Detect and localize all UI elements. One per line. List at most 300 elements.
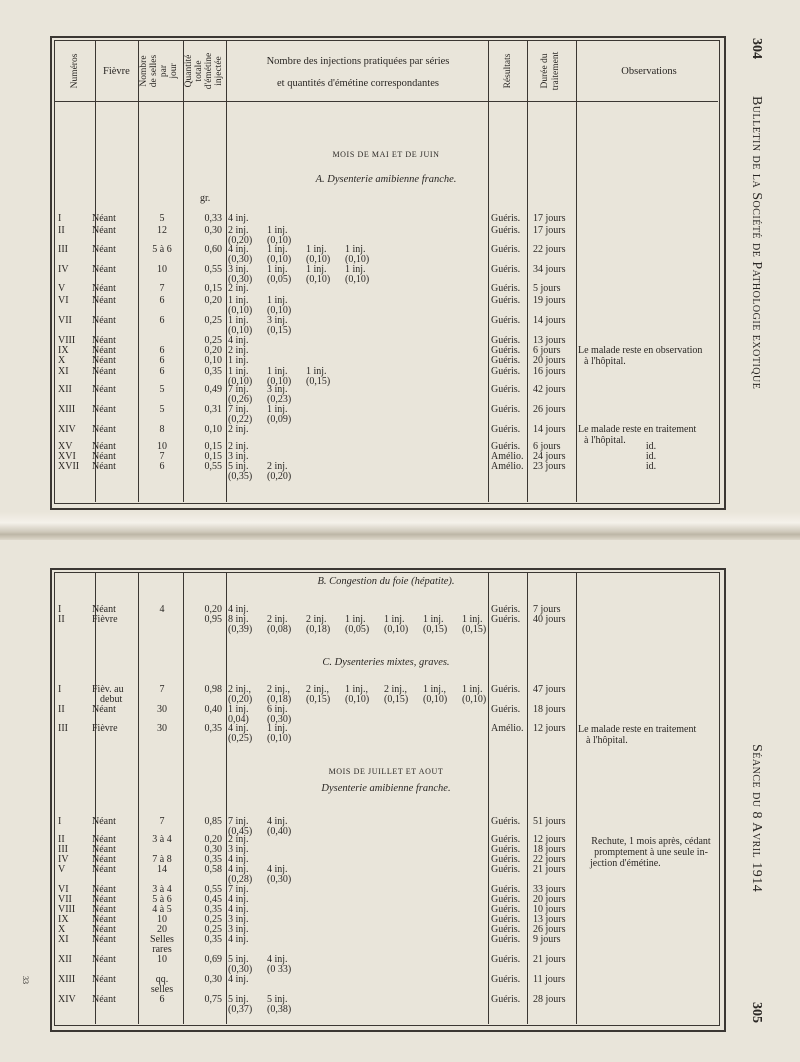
row-injection: 3 inj. [228, 264, 249, 275]
row-injection: 1 inj. [462, 684, 483, 695]
row-injection: 1 inj. [267, 404, 288, 415]
row-resultat: Guéris. [491, 335, 521, 346]
row-number: II [58, 704, 65, 715]
row-selles: 7 à 8 [152, 854, 172, 865]
section-a-heading: A. Dysenterie amibienne franche. [315, 174, 457, 185]
row-number: VIII [58, 904, 76, 915]
row-injection: 3 inj. [228, 451, 249, 462]
row-injection-dose: (0,15) [462, 624, 487, 635]
row-quantite: 0,30 [204, 225, 222, 236]
observation-c [578, 724, 724, 746]
row-injection-dose: (0,10) [267, 733, 292, 744]
row-injection: 7 inj. [228, 404, 249, 415]
observation-top-line: Le malade reste en traitement [578, 424, 697, 435]
row-selles: Selles [150, 934, 174, 945]
row-injection: 1 inj. [228, 315, 249, 326]
row-resultat: Guéris. [491, 315, 521, 326]
column-rule [576, 40, 577, 502]
row-injection-dose: (0,18) [267, 694, 292, 705]
row-injection-dose: (0,10) [345, 274, 370, 285]
row-injection-dose: (0,37) [228, 1004, 253, 1015]
row-quantite: 0,10 [204, 424, 222, 435]
row-injection: 4 inj. [228, 244, 249, 255]
row-selles: qq. [155, 974, 169, 985]
row-injection-dose: (0,10) [267, 305, 292, 316]
row-selles: 7 [159, 816, 165, 827]
row-number: XI [58, 934, 69, 945]
row-number: II [58, 225, 65, 236]
observation-d [578, 836, 724, 869]
row-injection: 2 inj., [228, 684, 252, 695]
top-page [0, 0, 800, 520]
row-injection: 1 inj. [267, 264, 288, 275]
row-injection-dose: (0,10) [462, 694, 487, 705]
row-quantite: 0,15 [204, 441, 222, 452]
observation-top [578, 461, 724, 472]
row-fievre: Néant [92, 244, 116, 255]
row-injection: 5 inj. [228, 954, 249, 965]
row-injection-dose: (0,10) [423, 694, 448, 705]
row-injection-dose: (0,10) [345, 694, 370, 705]
row-quantite: 0,20 [204, 604, 222, 615]
row-quantite: 0,10 [204, 355, 222, 366]
row-number: V [58, 864, 66, 875]
row-number: XVII [58, 461, 80, 472]
header-injections-line: et quantités d'émétine correspondantes [277, 78, 439, 89]
row-selles: 10 [157, 441, 167, 452]
row-quantite: 0,25 [204, 924, 222, 935]
row-fievre: Néant [92, 894, 116, 905]
row-resultat: Guéris. [491, 914, 521, 925]
row-duree: 19 jours [533, 295, 566, 306]
row-number: XII [58, 384, 72, 395]
row-selles: 8 [159, 424, 165, 435]
row-number: XIII [58, 404, 76, 415]
row-injection-dose: (0,23) [267, 394, 292, 405]
row-fievre: Néant [92, 461, 116, 472]
row-resultat: Amélio. [491, 461, 524, 472]
row-injection: 2 inj. [228, 834, 249, 845]
row-injection: 1 inj. [345, 244, 366, 255]
observation-top-line: id. [645, 451, 657, 462]
row-quantite: 0,58 [204, 864, 222, 875]
row-number: XV [58, 441, 73, 452]
row-duree: 40 jours [533, 614, 566, 625]
row-resultat: Guéris. [491, 704, 521, 715]
row-fievre: Fièv. au [92, 684, 124, 695]
row-fievre: Néant [92, 924, 116, 935]
row-injection-dose: (0,05) [345, 624, 370, 635]
section-b-heading: B. Congestion du foie (hépatite). [317, 576, 455, 587]
row-resultat: Guéris. [491, 884, 521, 895]
column-rule [138, 572, 139, 1024]
row-injection-dose: (0,20) [267, 471, 292, 482]
row-injection-dose: (0,10) [345, 254, 370, 265]
row-selles: 6 [159, 315, 165, 326]
row-selles: 4 [159, 604, 165, 615]
page-number-top: 304 [749, 38, 764, 59]
header-duree-line: Durée du [540, 53, 550, 89]
row-injection-dose: (0,30) [228, 274, 253, 285]
row-resultat: Guéris. [491, 816, 521, 827]
row-injection: 1 inj. [228, 366, 249, 377]
row-fievre-line2: debut [100, 694, 123, 705]
row-number: XVI [58, 451, 76, 462]
row-number: I [58, 213, 62, 224]
row-number: VII [58, 894, 72, 905]
row-number: IV [58, 854, 69, 865]
row-duree: 18 jours [533, 844, 566, 855]
row-quantite: 0,75 [204, 994, 222, 1005]
row-fievre: Néant [92, 914, 116, 925]
row-fievre: Néant [92, 404, 116, 415]
column-rule [576, 572, 577, 1024]
row-resultat: Guéris. [491, 614, 521, 625]
row-injection: 4 inj. [228, 854, 249, 865]
row-duree: 23 jours [533, 461, 566, 472]
row-injection: 1 inj. [384, 614, 405, 625]
row-quantite: 0,25 [204, 315, 222, 326]
observation-d-line: jection d'émétine. [590, 858, 661, 869]
row-injection-dose: (0,35) [228, 471, 253, 482]
row-injection: 1 inj., [423, 684, 447, 695]
row-duree: 5 jours [533, 283, 561, 294]
row-injection: 1 inj., [345, 684, 369, 695]
row-injection-dose: (0,10) [306, 274, 331, 285]
row-selles: 7 [159, 283, 165, 294]
row-quantite: 0,25 [204, 914, 222, 925]
row-injection: 5 inj. [228, 461, 249, 472]
header-quantite-line: Quantité [184, 54, 194, 88]
row-quantite: 0,25 [204, 335, 222, 346]
row-injection-dose: (0,30) [267, 874, 292, 885]
observation-top [578, 345, 724, 367]
row-injection: 3 inj. [267, 384, 288, 395]
row-injection: 4 inj. [228, 723, 249, 734]
row-injection: 2 inj. [267, 461, 288, 472]
row-duree: 51 jours [533, 816, 566, 827]
row-resultat: Guéris. [491, 684, 521, 695]
row-fievre: Néant [92, 283, 116, 294]
margin-mark: 33 [21, 976, 30, 984]
row-quantite: 0,15 [204, 451, 222, 462]
row-selles: 14 [157, 864, 167, 875]
row-resultat: Guéris. [491, 604, 521, 615]
row-resultat: Guéris. [491, 345, 521, 356]
row-selles: 6 [159, 461, 165, 472]
row-selles: 6 [159, 355, 165, 366]
row-resultat: Amélio. [491, 451, 524, 462]
row-injection: 7 inj. [228, 884, 249, 895]
row-injection-dose: (0,05) [267, 274, 292, 285]
row-injection-dose: (0,10) [306, 254, 331, 265]
row-resultat: Guéris. [491, 213, 521, 224]
row-injection: 1 inj. [306, 264, 327, 275]
row-selles-line2: rares [152, 944, 172, 955]
row-resultat: Guéris. [491, 854, 521, 865]
row-selles: 6 [159, 994, 165, 1005]
row-number: IX [58, 914, 69, 925]
period-heading-top: MOIS DE MAI ET DE JUIN [332, 150, 440, 159]
row-quantite: 0,35 [204, 366, 222, 377]
row-injection: 4 inj. [267, 864, 288, 875]
row-injection: 2 inj. [306, 614, 327, 625]
column-rule [527, 40, 528, 502]
running-head-top: Bulletin de la Société de Pathologie exotique [749, 96, 764, 390]
row-duree: 20 jours [533, 355, 566, 366]
row-number: XIV [58, 994, 76, 1005]
row-injection: 4 inj. [228, 974, 249, 985]
row-quantite: 0,20 [204, 345, 222, 356]
row-resultat: Guéris. [491, 384, 521, 395]
row-injection: 1 inj. [267, 723, 288, 734]
observation-c-line: à l'hôpital. [586, 735, 628, 746]
row-quantite: 0,33 [204, 213, 222, 224]
column-rule [527, 572, 528, 1024]
row-injection-dose: (0,15) [384, 694, 409, 705]
header-injections-line: Nombre des injections pratiquées par séries [266, 56, 450, 67]
row-injection: 4 inj. [228, 213, 249, 224]
row-quantite: 0,69 [204, 954, 222, 965]
row-fievre: Néant [92, 834, 116, 845]
row-selles: 12 [157, 225, 167, 236]
row-injection: 7 inj. [228, 816, 249, 827]
row-selles: 4 à 5 [152, 904, 172, 915]
row-selles: 3 à 4 [152, 834, 172, 845]
row-resultat: Guéris. [491, 264, 521, 275]
row-fievre: Néant [92, 441, 116, 452]
row-injection: 1 inj. [423, 614, 444, 625]
row-duree: 33 jours [533, 884, 566, 895]
row-resultat: Guéris. [491, 225, 521, 236]
row-injection: 1 inj. [306, 366, 327, 377]
row-injection-dose: (0,45) [228, 826, 253, 837]
row-injection: 1 inj. [267, 366, 288, 377]
observation-d-line: Rechute, 1 mois après, cédant [591, 836, 711, 847]
row-injection: 2 inj. [267, 614, 288, 625]
row-duree: 47 jours [533, 684, 566, 695]
row-resultat: Guéris. [491, 283, 521, 294]
row-fievre: Néant [92, 904, 116, 915]
row-injection: 1 inj. [228, 704, 249, 715]
row-quantite: 0,95 [204, 614, 222, 625]
row-injection-dose: (0,30) [228, 964, 253, 975]
row-fievre: Néant [92, 954, 116, 965]
row-injection: 1 inj. [306, 244, 327, 255]
observation-c-line: Le malade reste en traitement [578, 724, 697, 735]
row-injection: 3 inj. [228, 924, 249, 935]
row-fievre: Néant [92, 451, 116, 462]
row-injection-dose: (0,08) [267, 624, 292, 635]
row-injection: 4 inj. [228, 335, 249, 346]
observation-top-line: à l'hôpital. [584, 435, 626, 446]
page-number-bottom: 305 [749, 1002, 764, 1023]
row-fievre: Néant [92, 384, 116, 395]
section-c-heading: C. Dysenteries mixtes, graves. [322, 657, 450, 668]
row-injection: 1 inj. [345, 614, 366, 625]
row-quantite: 0,45 [204, 894, 222, 905]
row-quantite: 0,20 [204, 834, 222, 845]
row-injection-dose: (0,38) [267, 1004, 292, 1015]
row-injection: 4 inj. [267, 816, 288, 827]
header-quantite-line: injectée [214, 56, 224, 86]
column-rule [138, 40, 139, 502]
row-injection: 4 inj. [228, 864, 249, 875]
row-injection: 1 inj. [345, 264, 366, 275]
row-resultat: Guéris. [491, 934, 521, 945]
row-quantite: 0,55 [204, 461, 222, 472]
row-selles: 5 [159, 384, 165, 395]
row-resultat: Guéris. [491, 954, 521, 965]
row-resultat: Guéris. [491, 924, 521, 935]
row-duree: 18 jours [533, 704, 566, 715]
row-fievre: Néant [92, 315, 116, 326]
row-fievre: Néant [92, 604, 116, 615]
row-injection-dose: (0,10) [228, 376, 253, 387]
row-resultat: Guéris. [491, 355, 521, 366]
row-injection: 1 inj. [228, 295, 249, 306]
bottom-page [0, 540, 800, 1062]
observation-top-line: id. [645, 461, 657, 472]
row-injection-dose: (0,10) [228, 305, 253, 316]
row-injection-dose: (0,25) [228, 733, 253, 744]
row-fievre: Néant [92, 854, 116, 865]
row-duree: 9 jours [533, 934, 561, 945]
row-resultat: Guéris. [491, 994, 521, 1005]
row-duree: 7 jours [533, 604, 561, 615]
row-injection-dose: (0,10) [267, 376, 292, 387]
row-injection-dose: (0,10) [267, 254, 292, 265]
row-resultat: Guéris. [491, 295, 521, 306]
row-injection: 2 inj., [306, 684, 330, 695]
row-injection-dose: (0,20) [228, 235, 253, 246]
row-fievre: Néant [92, 345, 116, 356]
row-number: V [58, 283, 66, 294]
row-quantite: 0,35 [204, 854, 222, 865]
row-fievre: Néant [92, 366, 116, 377]
header-rule-top [55, 101, 718, 102]
row-quantite: 0,30 [204, 974, 222, 985]
row-duree: 26 jours [533, 404, 566, 415]
row-selles: 20 [157, 924, 167, 935]
row-injection: 6 inj. [267, 704, 288, 715]
row-number: III [58, 723, 68, 734]
header-selles-line: par [159, 64, 169, 78]
row-injection: 5 inj. [228, 994, 249, 1005]
row-duree: 14 jours [533, 424, 566, 435]
row-injection-dose: (0,40) [267, 826, 292, 837]
row-duree: 20 jours [533, 894, 566, 905]
observation-d-line: promptement à une seule in- [594, 847, 708, 858]
row-number: IV [58, 264, 69, 275]
row-resultat: Guéris. [491, 894, 521, 905]
row-injection-dose: (0,26) [228, 394, 253, 405]
row-number: XIII [58, 974, 76, 985]
row-resultat: Guéris. [491, 404, 521, 415]
column-rule [226, 40, 227, 502]
unit-label: gr. [200, 193, 211, 204]
row-resultat: Guéris. [491, 424, 521, 435]
row-duree: 13 jours [533, 914, 566, 925]
row-selles: 5 à 6 [152, 894, 172, 905]
header-fievre: Fièvre [103, 66, 130, 77]
row-number: XIV [58, 424, 76, 435]
row-number: II [58, 614, 65, 625]
row-injection: 4 inj. [267, 954, 288, 965]
row-quantite: 0,35 [204, 723, 222, 734]
row-resultat: Guéris. [491, 974, 521, 985]
row-quantite: 0,40 [204, 704, 222, 715]
row-injection: 4 inj. [228, 934, 249, 945]
row-fievre: Néant [92, 994, 116, 1005]
header-quantite-line: d'émétine [204, 52, 214, 90]
row-fievre: Fièvre [92, 614, 118, 625]
observation-top-line: à l'hôpital. [584, 356, 626, 367]
row-selles: 3 à 4 [152, 884, 172, 895]
row-injection-dose: (0,15) [306, 376, 331, 387]
row-injection-dose: (0,10) [267, 235, 292, 246]
header-selles-line: de selles [149, 54, 159, 88]
row-injection: 2 inj. [228, 441, 249, 452]
row-injection: 8 inj. [228, 614, 249, 625]
row-fievre: Néant [92, 844, 116, 855]
row-quantite: 0,55 [204, 264, 222, 275]
row-resultat: Guéris. [491, 844, 521, 855]
row-selles: 10 [157, 264, 167, 275]
header-duree-line: traitement [551, 51, 561, 91]
row-duree: 21 jours [533, 954, 566, 965]
row-fievre: Néant [92, 264, 116, 275]
row-injection: 2 inj. [228, 345, 249, 356]
row-injection: 3 inj. [267, 315, 288, 326]
row-duree: 12 jours [533, 834, 566, 845]
row-injection: 2 inj. [228, 424, 249, 435]
row-fievre: Néant [92, 355, 116, 366]
header-resultats: Résultats [503, 53, 513, 89]
row-number: II [58, 834, 65, 845]
row-fievre: Néant [92, 295, 116, 306]
header-selles-line: Nombre [139, 55, 149, 87]
row-injection-dose: (0,09) [267, 414, 292, 425]
row-resultat: Guéris. [491, 244, 521, 255]
row-number: VIII [58, 335, 76, 346]
running-head-bottom: Séance du 8 Avril 1914 [749, 744, 764, 893]
observation-top-line: Le malade reste en observation [578, 345, 703, 356]
row-quantite: 0,55 [204, 884, 222, 895]
header-observations: Observations [621, 66, 677, 77]
row-injection-dose: (0,30) [228, 254, 253, 265]
row-duree: 26 jours [533, 924, 566, 935]
row-injection: 2 inj., [384, 684, 408, 695]
row-injection: 7 inj. [228, 384, 249, 395]
row-injection: 1 inj. [267, 295, 288, 306]
header-selles-line: jour [169, 63, 179, 79]
row-injection-dose: (0,28) [228, 874, 253, 885]
row-resultat: Amélio. [491, 723, 524, 734]
row-injection-dose: (0,22) [228, 414, 253, 425]
row-number: III [58, 244, 68, 255]
column-rule [488, 40, 489, 502]
row-selles: 6 [159, 366, 165, 377]
row-quantite: 0,30 [204, 844, 222, 855]
row-selles: 7 [159, 451, 165, 462]
row-injection-dose: (0,30) [267, 714, 292, 725]
row-quantite: 0,20 [204, 295, 222, 306]
column-rule [226, 572, 227, 1024]
row-selles: 5 [159, 404, 165, 415]
row-selles: 5 à 6 [152, 244, 172, 255]
row-fievre: Néant [92, 974, 116, 985]
